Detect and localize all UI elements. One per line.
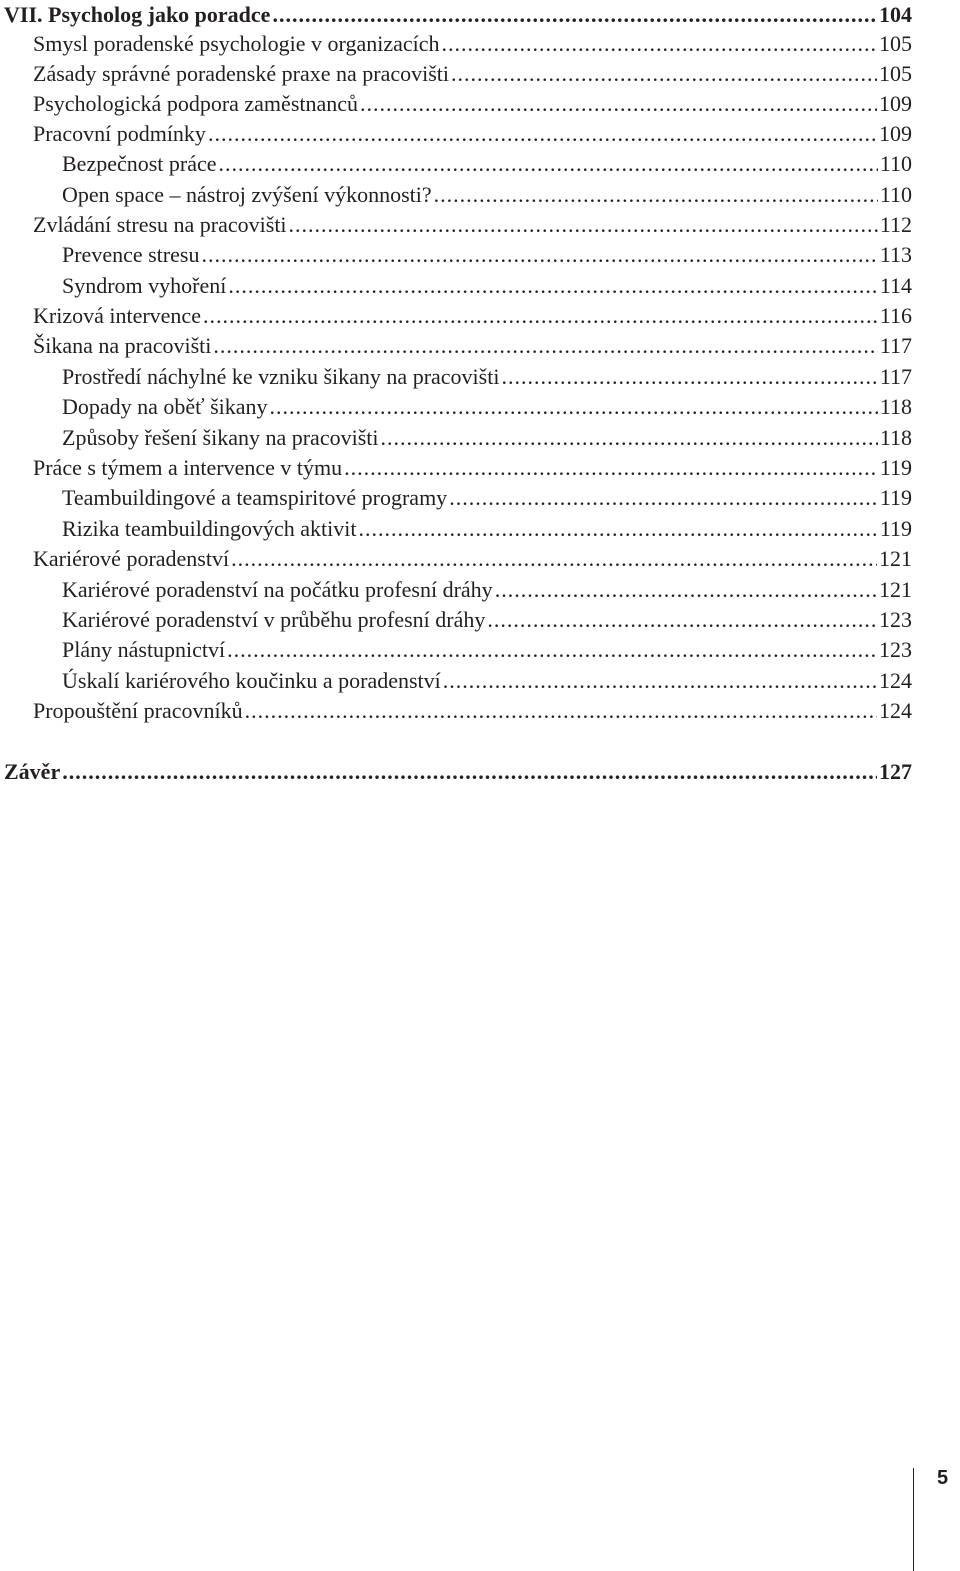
toc-entry-page: 124 [879,698,912,723]
toc-entry-page: 109 [879,91,912,116]
toc-entry-title: Zvládání stresu na pracovišti [33,212,287,237]
toc-entry [33,301,912,331]
toc-dot-leader [213,331,877,361]
toc-dot-leader [487,605,877,635]
toc-entry-page: 118 [879,425,912,450]
toc-dot-leader [434,180,878,210]
toc-dot-leader [449,483,878,513]
toc-dot-leader [344,453,878,483]
toc-entry [33,453,912,483]
toc-entry-page: 123 [879,637,912,662]
toc-dot-leader [270,392,878,422]
toc-entry-title: Závěr [4,759,61,784]
toc-subentry [62,483,912,513]
toc-entry [33,544,912,574]
toc-subentry [62,575,912,605]
toc-entry [33,89,912,119]
toc-dot-leader [227,635,877,665]
toc-entry-title: Prostředí náchylné ke vzniku šikany na pracovišti [62,364,500,389]
page-number: 5 [937,1467,949,1489]
toc-entry-page: 124 [879,668,912,693]
toc-subentry [62,362,912,392]
toc-entry-page: 123 [879,607,912,632]
toc-entry-title: Práce s týmem a intervence v týmu [33,455,343,480]
toc-entry-page: 116 [879,303,912,328]
toc-subentry [62,635,912,665]
toc-entry-title: Kariérové poradenství na počátku profesní dráhy [62,577,493,602]
toc-entry-page: 119 [879,455,912,480]
toc-entry-title: Pracovní podmínky [33,121,206,146]
toc-entry-title: Propouštění pracovníků [33,698,243,723]
toc-entry-page: 127 [879,759,912,784]
toc-entry-chapter-vii [4,0,912,30]
toc-subentry [62,149,912,179]
toc-dot-leader [360,89,877,119]
toc-entry-page: 110 [879,182,912,207]
toc-entry-title: Psychologická podpora zaměstnanců [33,91,359,116]
toc-entry-page: 117 [879,364,912,389]
toc-entry [33,696,912,726]
toc-entry-page: 118 [879,394,912,419]
toc-entry-title: Úskalí kariérového koučinku a poradenství [62,668,441,693]
toc-entry-page: 109 [879,121,912,146]
toc-dot-leader [442,29,878,59]
toc-entry-title: Zásady správné poradenské praxe na pracovišti [33,61,450,86]
toc-entry-page: 119 [879,485,912,510]
toc-entry-title: Bezpečnost práce [62,151,217,176]
toc-dot-leader [201,240,877,270]
toc-dot-leader [62,757,877,787]
toc-entry-title: VII. Psycholog jako poradce [4,2,271,27]
toc-entry-title: Kariérové poradenství [33,546,230,571]
toc-subentry [62,514,912,544]
toc-dot-leader [219,149,878,179]
toc-entry-title: Plány nástupnictví [62,637,226,662]
page-number-rule [913,1468,914,1571]
toc-entry-title: Open space – nástroj zvýšení výkonnosti? [62,182,432,207]
toc-entry-page: 117 [879,333,912,358]
toc-subentry [62,605,912,635]
toc-entry-conclusion [4,757,912,787]
toc-entry-title: Smysl poradenské psychologie v organizacích [33,31,440,56]
toc-entry-page: 105 [879,31,912,56]
toc-entry-page: 121 [879,577,912,602]
toc-entry-title: Způsoby řešení šikany na pracovišti [62,425,379,450]
toc-entry-page: 112 [879,212,912,237]
toc-entry-page: 104 [879,2,912,27]
toc-entry-title: Syndrom vyhoření [62,273,227,298]
toc-dot-leader [381,423,878,453]
toc-entry-page: 114 [879,273,912,298]
toc-entry-title: Dopady na oběť šikany [62,394,268,419]
toc-entry-title: Krizová intervence [33,303,201,328]
toc-entry [33,29,912,59]
toc-dot-leader [231,544,877,574]
toc-entry [33,210,912,240]
toc-dot-leader [245,696,877,726]
toc-dot-leader [451,59,877,89]
toc-dot-leader [272,0,877,30]
toc-dot-leader [443,666,877,696]
toc-entry-title: Teambuildingové a teamspiritové programy [62,485,448,510]
toc-entry-page: 110 [879,151,912,176]
toc-entry [33,59,912,89]
toc-entry-page: 119 [879,516,912,541]
toc-subentry [62,271,912,301]
toc-subentry [62,666,912,696]
toc-entry-title: Kariérové poradenství v průběhu profesní dráhy [62,607,486,632]
toc-entry-title: Rizika teambuildingových aktivit [62,516,357,541]
toc-entry-page: 105 [879,61,912,86]
toc-dot-leader [501,362,877,392]
toc-entry-page: 113 [879,242,912,267]
toc-entry [33,331,912,361]
toc-subentry [62,392,912,422]
toc-entry-page: 121 [879,546,912,571]
toc-subentry [62,423,912,453]
toc-dot-leader [359,514,878,544]
toc-dot-leader [228,271,877,301]
toc-entry-title: Šikana na pracovišti [33,333,212,358]
toc-subentry [62,180,912,210]
toc-entry [33,119,912,149]
toc-subentry [62,240,912,270]
toc-dot-leader [289,210,878,240]
toc-entry-title: Prevence stresu [62,242,200,267]
toc-dot-leader [495,575,877,605]
toc-dot-leader [208,119,877,149]
toc-dot-leader [203,301,878,331]
